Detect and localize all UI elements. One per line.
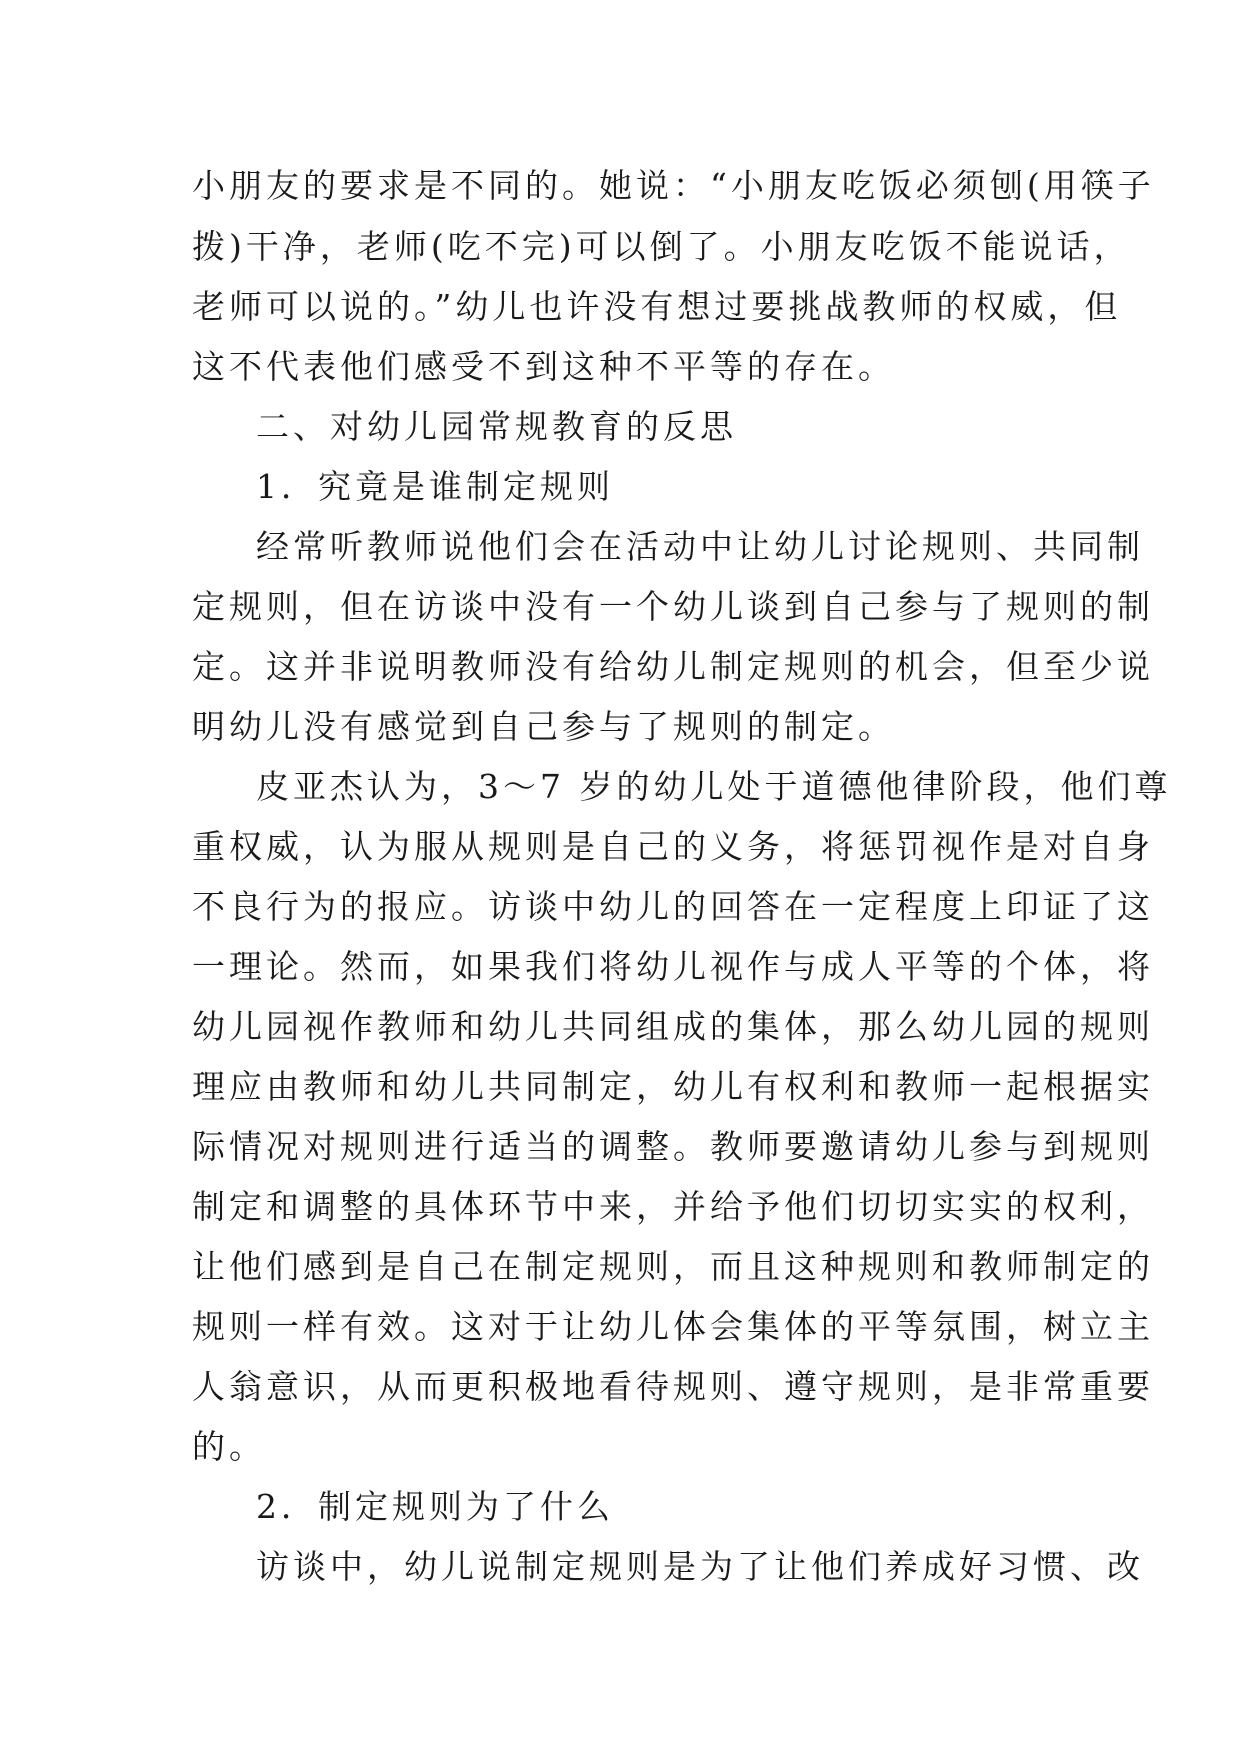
text-line: 理应由教师和幼儿共同制定，幼儿有权利和教师一起根据实 — [192, 1067, 1154, 1106]
text-line: 幼儿园视作教师和幼儿共同组成的集体，那么幼儿园的规则 — [192, 1007, 1154, 1046]
text-line: 让他们感到是自己在制定规则，而且这种规则和教师制定的 — [192, 1247, 1154, 1286]
text-line: 制定和调整的具体环节中来，并给予他们切切实实的权利， — [192, 1187, 1154, 1226]
paragraph-first-line: 经常听教师说他们会在活动中让幼儿讨论规则、共同制 — [256, 527, 1144, 566]
text-line: 小朋友的要求是不同的。她说：“小朋友吃饭必须刨(用筷子 — [192, 166, 1155, 205]
text-line: 定。这并非说明教师没有给幼儿制定规则的机会，但至少说 — [192, 647, 1154, 686]
section-heading: 二、对幼儿园常规教育的反思 — [256, 407, 737, 446]
text-line: 老师可以说的。”幼儿也许没有想过要挑战教师的权威，但 — [192, 287, 1122, 326]
text-line: 的。 — [192, 1427, 266, 1466]
subsection-heading: 1．究竟是谁制定规则 — [256, 467, 614, 506]
text-line: 不良行为的报应。访谈中幼儿的回答在一定程度上印证了这 — [192, 887, 1154, 926]
text-line: 明幼儿没有感觉到自己参与了规则的制定。 — [192, 707, 895, 746]
text-line: 人翁意识，从而更积极地看待规则、遵守规则，是非常重要 — [192, 1367, 1154, 1406]
text-line: 重权威，认为服从规则是自己的义务，将惩罚视作是对自身 — [192, 827, 1154, 866]
subsection-heading: 2．制定规则为了什么 — [256, 1487, 614, 1526]
text-line: 拨)干净，老师(吃不完)可以倒了。小朋友吃饭不能说话， — [192, 227, 1131, 266]
paragraph-first-line: 皮亚杰认为，3～7 岁的幼儿处于道德他律阶段，他们尊 — [256, 767, 1172, 806]
text-line: 际情况对规则进行适当的调整。教师要邀请幼儿参与到规则 — [192, 1127, 1154, 1166]
text-line: 一理论。然而，如果我们将幼儿视作与成人平等的个体，将 — [192, 947, 1154, 986]
text-line: 定规则，但在访谈中没有一个幼儿谈到自己参与了规则的制 — [192, 587, 1154, 626]
text-line: 这不代表他们感受不到这种不平等的存在。 — [192, 347, 895, 386]
paragraph-first-line: 访谈中，幼儿说制定规则是为了让他们养成好习惯、改 — [256, 1547, 1144, 1586]
text-line: 规则一样有效。这对于让幼儿体会集体的平等氛围，树立主 — [192, 1307, 1154, 1346]
